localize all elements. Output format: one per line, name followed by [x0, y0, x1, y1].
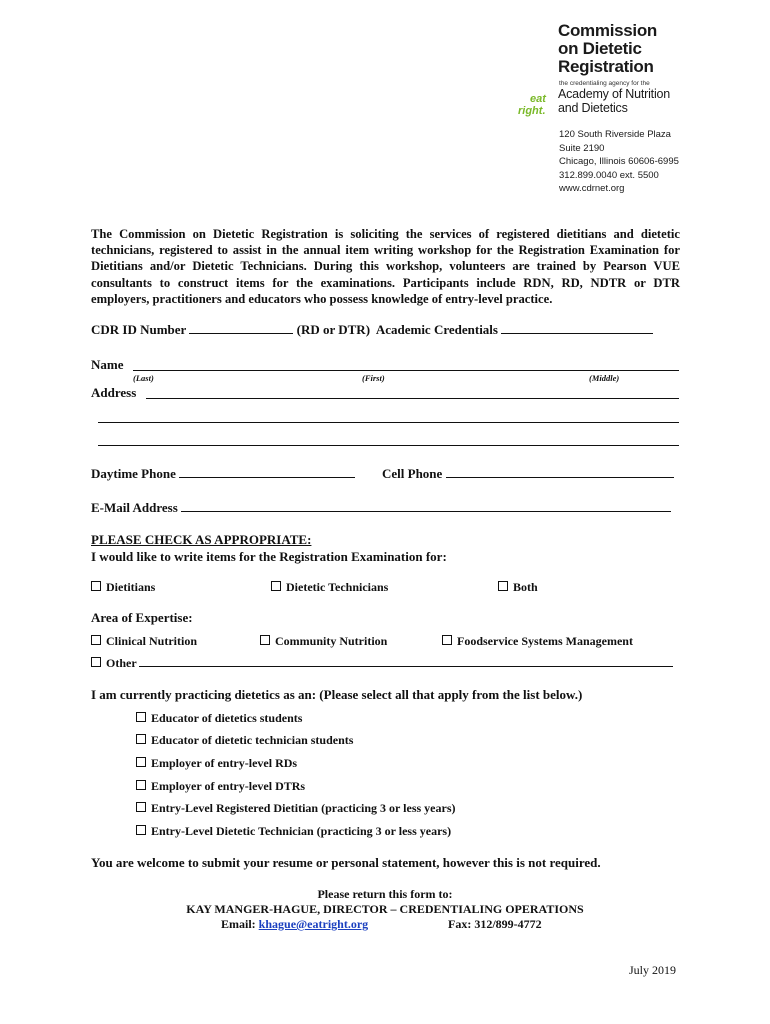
academy-line2: and Dietetics — [558, 100, 628, 115]
daytime-phone-row — [91, 466, 355, 482]
logo-right-text: right. — [518, 105, 546, 117]
resume-note: You are welcome to submit your resume or personal statement, however this is not required. — [91, 855, 601, 870]
practice-option[interactable] — [136, 824, 451, 839]
academy-line1: Academy of Nutrition — [558, 87, 671, 101]
cell-phone-row — [382, 466, 674, 482]
checkbox[interactable] — [136, 780, 146, 790]
return-fax: Fax: 312/899-4772 — [448, 917, 542, 931]
exam-option-label: Dietetic Technicians — [286, 580, 389, 594]
email-label: E-Mail Address — [91, 500, 178, 515]
return-email-label: Email: — [221, 917, 256, 931]
practice-option[interactable] — [136, 733, 353, 748]
practice-option[interactable] — [136, 779, 305, 794]
expertise-option-foodservice[interactable] — [442, 634, 633, 649]
address-line1: 120 South Riverside Plaza — [559, 129, 671, 140]
org-name-line2: on Dietetic — [558, 39, 642, 58]
expertise-option-label: Clinical Nutrition — [106, 634, 198, 648]
cdr-id-suffix: (RD or DTR) — [296, 322, 371, 337]
checkbox[interactable] — [260, 635, 270, 645]
check-heading: PLEASE CHECK AS APPROPRIATE: — [91, 532, 312, 547]
email-row — [91, 500, 671, 516]
address-field-3[interactable] — [98, 445, 679, 446]
org-name — [558, 22, 657, 76]
credentials-field[interactable] — [501, 323, 653, 334]
exam-option-both[interactable] — [498, 580, 538, 595]
return-line1: Please return this form to: — [317, 887, 453, 901]
expertise-option-other[interactable] — [91, 656, 673, 671]
practice-option[interactable] — [136, 801, 456, 816]
checkbox[interactable] — [136, 825, 146, 835]
name-field[interactable] — [133, 370, 679, 371]
cell-phone-field[interactable] — [446, 467, 674, 478]
expertise-option-clinical[interactable] — [91, 634, 197, 649]
org-website[interactable]: www.cdrnet.org — [559, 183, 625, 195]
checkbox[interactable] — [136, 757, 146, 767]
practice-heading: I am currently practicing dietetics as an: (Please select all that apply from the list below.) — [91, 687, 583, 702]
exam-subheading: I would like to write items for the Registration Examination for: — [91, 549, 447, 564]
org-phone: 312.899.0040 ext. 5500 — [559, 169, 659, 181]
expertise-heading: Area of Expertise: — [91, 610, 193, 625]
name-last-label: (Last) — [133, 373, 154, 383]
daytime-phone-field[interactable] — [179, 467, 355, 478]
checkbox[interactable] — [91, 635, 101, 645]
cell-phone-label: Cell Phone — [382, 466, 443, 481]
expertise-other-field[interactable] — [139, 656, 673, 667]
intro-paragraph: The Commission on Dietetic Registration is soliciting the services of registered dietitians and dietetic technicians, registered to assist in the annual item writing workshop for the Registration Examination for Dietitians and/or Dietetic Technicians. During this workshop, volunteers are trained by Pearson VUE consultants to construct items for the examinations. Participants include RDN, RD, NDTR or DTR employers, practitioners and educators who possess knowledge of entry-level practice. — [91, 227, 680, 306]
email-field[interactable] — [181, 501, 671, 512]
org-address — [559, 128, 679, 196]
checkbox[interactable] — [136, 734, 146, 744]
name-first-label: (First) — [362, 373, 385, 383]
return-email-row — [221, 917, 368, 932]
checkbox[interactable] — [271, 581, 281, 591]
org-name-line1: Commission — [558, 21, 658, 40]
academy-name — [558, 88, 670, 115]
checkbox[interactable] — [136, 802, 146, 812]
exam-option-dietetic-technicians[interactable] — [271, 580, 388, 595]
checkbox[interactable] — [442, 635, 452, 645]
exam-option-label: Both — [513, 580, 538, 594]
exam-option-dietitians[interactable] — [91, 580, 155, 595]
checkbox[interactable] — [136, 712, 146, 722]
checkbox[interactable] — [91, 657, 101, 667]
checkbox[interactable] — [498, 581, 508, 591]
cdr-id-label: CDR ID Number — [91, 322, 187, 337]
logo-eat-text: eat — [530, 93, 546, 105]
cdr-id-field[interactable] — [189, 323, 293, 334]
practice-option-label: Employer of entry-level RDs — [151, 756, 298, 770]
expertise-option-community[interactable] — [260, 634, 387, 649]
name-label: Name — [91, 357, 124, 372]
practice-option[interactable] — [136, 711, 302, 726]
address-line2: Suite 2190 — [559, 142, 605, 154]
tagline: the credentialing agency for the — [559, 80, 650, 87]
form-date: July 2019 — [629, 963, 677, 977]
name-middle-label: (Middle) — [589, 373, 620, 383]
practice-option-label: Entry-Level Dietetic Technician (practicing 3 or less years) — [151, 824, 452, 838]
practice-option-label: Educator of dietetics students — [151, 711, 303, 725]
address-line3: Chicago, Illinois 60606-6995 — [559, 156, 679, 168]
expertise-option-label: Community Nutrition — [275, 634, 388, 648]
address-field-1[interactable] — [146, 398, 679, 399]
address-field-2[interactable] — [98, 422, 679, 423]
return-line2: KAY MANGER-HAGUE, DIRECTOR – CREDENTIALING OPERATIONS — [186, 902, 584, 916]
expertise-option-label: Foodservice Systems Management — [457, 634, 633, 648]
practice-option-label: Entry-Level Registered Dietitian (practicing 3 or less years) — [151, 801, 456, 815]
practice-option-label: Employer of entry-level DTRs — [151, 779, 306, 793]
cdr-id-row — [91, 322, 653, 338]
address-label: Address — [91, 385, 137, 400]
credentials-label: Academic Credentials — [375, 322, 498, 337]
expertise-other-label: Other — [106, 656, 137, 670]
practice-option[interactable] — [136, 756, 297, 771]
org-name-line3: Registration — [558, 57, 654, 76]
eat-right-logo — [516, 91, 556, 117]
daytime-phone-label: Daytime Phone — [91, 466, 176, 481]
exam-option-label: Dietitians — [106, 580, 156, 594]
return-email-link[interactable]: khague@eatright.org — [258, 917, 369, 931]
checkbox[interactable] — [91, 581, 101, 591]
practice-option-label: Educator of dietetic technician students — [151, 733, 354, 747]
